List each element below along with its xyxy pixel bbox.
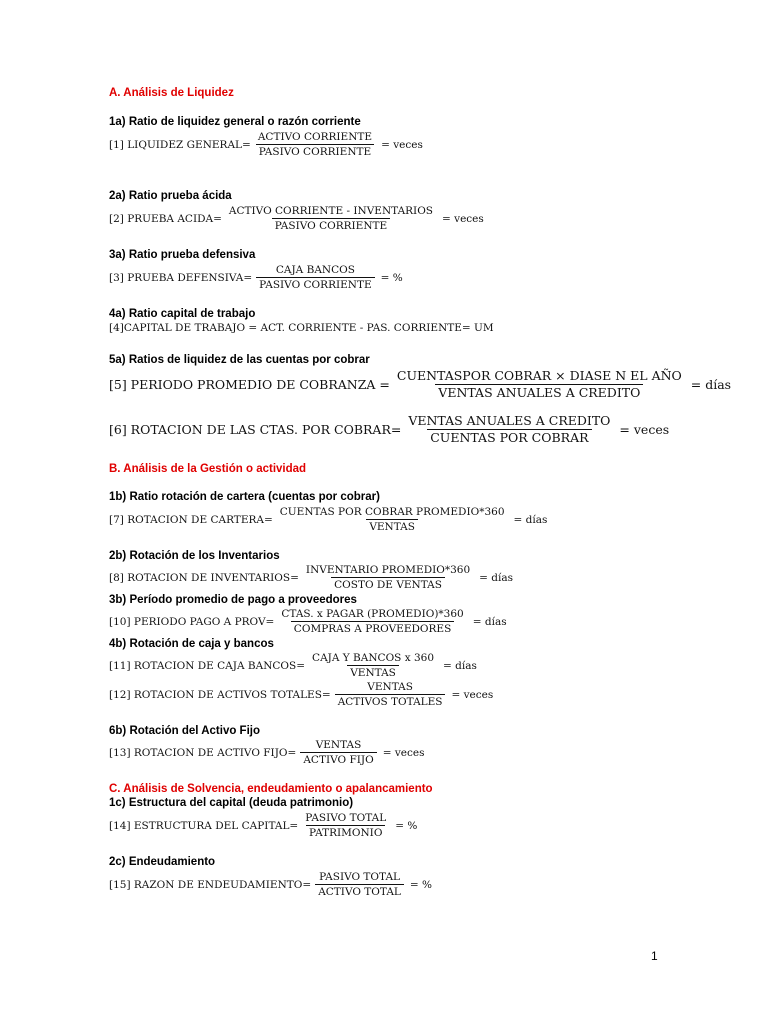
formula-13 <box>109 739 424 766</box>
denominator: CUENTAS POR COBRAR <box>427 429 591 445</box>
formula-result: = veces <box>451 688 494 701</box>
fraction <box>309 652 437 679</box>
numerator: CTAS. x PAGAR (PROMEDIO)*360 <box>281 608 464 620</box>
heading-4b: 4b) Rotación de caja y bancos <box>109 638 274 650</box>
denominator: VENTAS <box>347 665 399 679</box>
formula-4: [4]CAPITAL DE TRABAJO = ACT. CORRIENTE - PAS. CORRIENTE= UM <box>109 322 494 334</box>
heading-3a: 3a) Ratio prueba defensiva <box>109 249 256 261</box>
heading-3b: 3b) Período promedio de pago a proveedores <box>109 594 357 606</box>
denominator: ACTIVO TOTAL <box>315 884 404 898</box>
formula-label: [10] PERIODO PAGO A PROV= <box>109 615 275 628</box>
formula-8 <box>109 564 513 591</box>
formula-label: [8] ROTACION DE INVENTARIOS= <box>109 571 299 584</box>
formula-1 <box>109 131 423 158</box>
page-number: 1 <box>651 949 658 963</box>
formula-2 <box>109 205 484 232</box>
section-a-title: A. Análisis de Liquidez <box>109 87 234 99</box>
formula-result: = veces <box>442 212 484 225</box>
formula-15 <box>109 871 432 898</box>
fraction <box>315 871 404 898</box>
section-c-title: C. Análisis de Solvencia, endeudamiento o apalancamiento <box>109 783 433 795</box>
denominator: COSTO DE VENTAS <box>331 577 445 591</box>
numerator: ACTIVO CORRIENTE - INVENTARIOS <box>228 205 433 217</box>
formula-10 <box>109 608 507 635</box>
formula-label: [12] ROTACION DE ACTIVOS TOTALES= <box>109 688 331 701</box>
denominator: ACTIVOS TOTALES <box>335 694 446 708</box>
denominator: VENTAS ANUALES A CREDITO <box>435 384 643 400</box>
fraction <box>256 264 375 291</box>
formula-result: = % <box>395 819 418 832</box>
formula-3 <box>109 264 403 291</box>
formula-label: [3] PRUEBA DEFENSIVA= <box>109 271 253 284</box>
heading-2b: 2b) Rotación de los Inventarios <box>109 550 280 562</box>
numerator: VENTAS <box>367 681 413 693</box>
numerator: ACTIVO CORRIENTE <box>257 131 373 143</box>
formula-label: [13] ROTACION DE ACTIVO FIJO= <box>109 746 297 759</box>
formula-result: = veces <box>619 422 670 438</box>
fraction <box>303 564 473 591</box>
fraction <box>405 414 613 446</box>
heading-1c: 1c) Estructura del capital (deuda patrimonio) <box>109 797 354 809</box>
formula-label: [5] PERIODO PROMEDIO DE COBRANZA = <box>109 377 390 393</box>
formula-7 <box>109 506 547 533</box>
denominator: PATRIMONIO <box>306 825 385 839</box>
formula-6 <box>109 414 669 446</box>
formula-label: [15] RAZON DE ENDEUDAMIENTO= <box>109 878 312 891</box>
section-b-title: B. Análisis de la Gestión o actividad <box>109 463 307 475</box>
formula-14 <box>109 812 417 839</box>
numerator: INVENTARIO PROMEDIO*360 <box>305 564 471 576</box>
numerator: PASIVO TOTAL <box>305 812 387 824</box>
formula-result: = % <box>409 878 433 891</box>
numerator: PASIVO TOTAL <box>319 871 401 883</box>
fraction <box>335 681 446 708</box>
denominator: PASIVO CORRIENTE <box>256 277 375 291</box>
heading-2c: 2c) Endeudamiento <box>109 856 216 868</box>
numerator: CUENTASPOR COBRAR × DIASE N EL AÑO <box>396 368 682 383</box>
fraction <box>277 506 508 533</box>
heading-2a: 2a) Ratio prueba ácida <box>109 190 232 202</box>
fraction <box>302 812 389 839</box>
heading-1a: 1a) Ratio de liquidez general o razón corriente <box>109 116 361 128</box>
denominator: COMPRAS A PROVEEDORES <box>291 621 455 635</box>
numerator: CAJA BANCOS <box>275 264 355 276</box>
formula-result: = días <box>513 513 548 526</box>
fraction <box>255 131 375 158</box>
formula-result: = días <box>690 377 732 393</box>
formula-result: = veces <box>381 138 423 151</box>
heading-5a: 5a) Ratios de liquidez de las cuentas por cobrar <box>109 354 370 366</box>
heading-4a: 4a) Ratio capital de trabajo <box>109 308 256 320</box>
denominator: ACTIVO FIJO <box>300 752 376 766</box>
denominator: PASIVO CORRIENTE <box>272 218 391 232</box>
formula-label: [1] LIQUIDEZ GENERAL= <box>109 138 251 151</box>
formula-5 <box>109 369 731 401</box>
formula-result: = veces <box>382 746 425 759</box>
denominator: VENTAS <box>366 519 418 533</box>
fraction <box>300 739 376 766</box>
formula-label: [6] ROTACION DE LAS CTAS. POR COBRAR= <box>109 422 402 438</box>
formula-12 <box>109 681 493 708</box>
formula-label: [2] PRUEBA ACIDA= <box>109 212 222 225</box>
fraction <box>226 205 436 232</box>
numerator: VENTAS <box>315 739 362 751</box>
numerator: VENTAS ANUALES A CREDITO <box>408 413 611 428</box>
formula-result: = % <box>380 271 403 284</box>
fraction <box>394 369 685 401</box>
heading-1b: 1b) Ratio rotación de cartera (cuentas por cobrar) <box>109 491 380 503</box>
fraction <box>278 608 466 635</box>
heading-6b: 6b) Rotación del Activo Fijo <box>109 725 260 737</box>
formula-result: = días <box>472 615 507 628</box>
formula-result: = días <box>443 659 477 672</box>
formula-11 <box>109 652 477 679</box>
denominator: PASIVO CORRIENTE <box>256 144 375 158</box>
formula-label: [14] ESTRUCTURA DEL CAPITAL= <box>109 819 299 832</box>
formula-label: [11] ROTACION DE CAJA BANCOS= <box>109 659 306 672</box>
formula-result: = días <box>479 571 514 584</box>
formula-label: [7] ROTACION DE CARTERA= <box>109 513 273 526</box>
numerator: CAJA Y BANCOS x 360 <box>312 652 435 664</box>
numerator: CUENTAS POR COBRAR PROMEDIO*360 <box>279 506 505 518</box>
